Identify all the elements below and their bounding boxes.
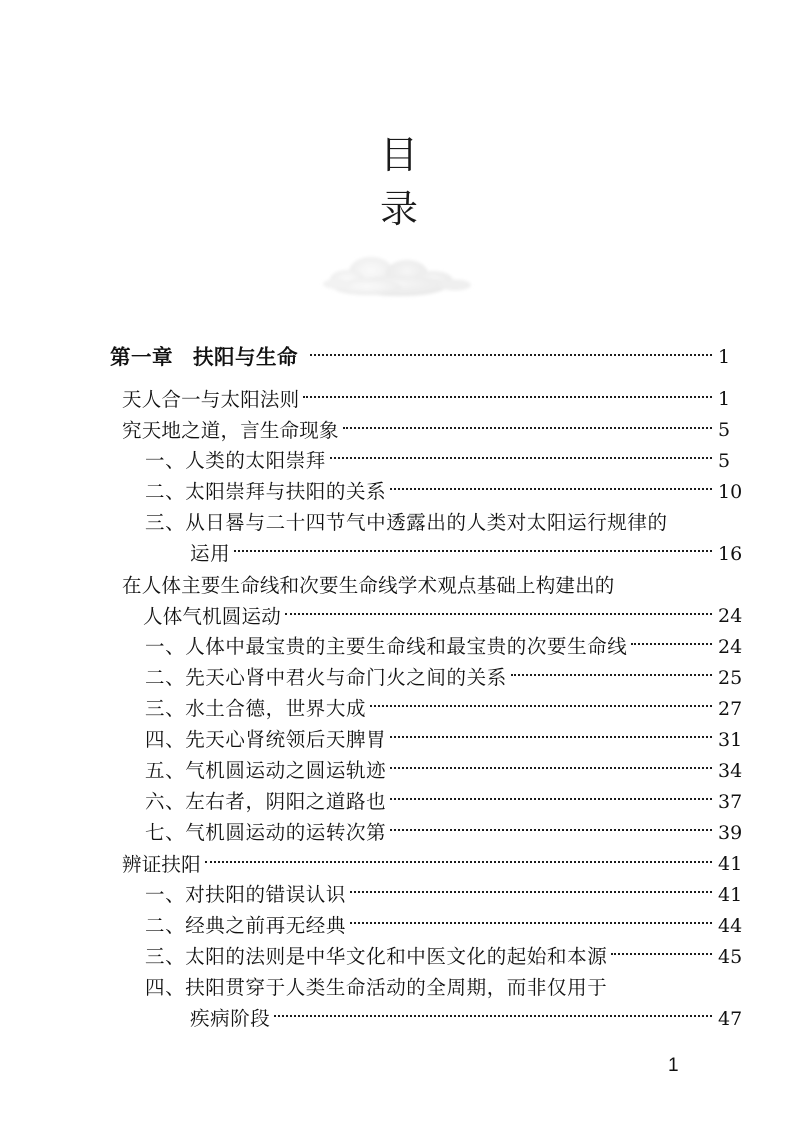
toc-section-label: 究天地之道，言生命现象 [122,419,339,442]
toc-page-number: 39 [718,822,743,844]
toc-item-label: 三、从日晷与二十四节气中透露出的人类对太阳运行规律的 [145,513,668,534]
dot-leader [310,344,712,365]
toc-item-label: 四、先天心肾统领后天脾胃 [145,730,387,751]
toc-section-label: 辨证扶阳 [122,853,201,876]
dot-leader [619,573,712,593]
spacer [0,374,800,384]
toc-entry-item[interactable] [0,942,800,973]
toc-title-block [0,128,800,308]
dot-leader [274,1006,712,1026]
toc-page-number: 1 [718,388,731,410]
toc-page-number: 24 [718,605,743,627]
toc-item-label-continued: 运用 [190,544,231,565]
dot-leader [350,913,712,933]
dot-leader [611,944,712,964]
dot-leader [205,852,712,872]
toc-entry-section[interactable] [0,415,800,446]
toc-item-label: 三、太阳的法则是中华文化和中医文化的起始和本源 [145,947,608,968]
toc-page-number: 1 [718,346,731,368]
toc-item-label-continued: 疾病阶段 [190,1009,271,1030]
dot-leader [234,541,712,561]
toc-entry-item[interactable] [0,818,800,849]
toc-item-label: 四、扶阳贯穿于人类生命活动的全周期，而非仅用于 [145,978,608,999]
toc-item-label: 二、经典之前再无经典 [145,916,347,937]
toc-page-number: 47 [718,1008,743,1030]
toc-entry-item[interactable] [0,911,800,942]
toc-entry-item[interactable] [0,756,800,787]
toc-item-label: 一、对扶阳的错误认识 [145,885,347,906]
toc-page-number: 41 [718,884,743,906]
toc-item-label: 七、气机圆运动的运转次第 [145,823,387,844]
toc-page-number: 37 [718,791,743,813]
toc-item-label: 三、水土合德，世界大成 [145,699,367,720]
toc-page-number: 16 [718,543,743,565]
dot-leader [511,665,712,685]
dot-leader [370,696,712,716]
dot-leader [390,789,712,809]
title-char-2: 录 [379,187,420,231]
toc-entry-item[interactable] [0,663,800,694]
toc-entry-section[interactable] [0,849,800,880]
toc-item-label: 五、气机圆运动之圆运轨迹 [145,761,387,782]
toc-entry-chapter[interactable] [0,340,800,374]
toc-entry-item[interactable] [0,880,800,911]
dot-leader [330,448,712,468]
dot-leader [611,975,712,995]
toc-entry-item[interactable] [0,787,800,818]
page-title [0,128,800,236]
toc-section-label: 天人合一与太阳法则 [122,388,300,411]
toc-page-number: 5 [718,450,731,472]
toc-entry-item[interactable] [0,973,800,1035]
dot-leader [390,820,712,840]
toc-entry-item[interactable] [0,725,800,756]
dot-leader [390,479,712,499]
dot-leader [350,882,712,902]
table-of-contents [0,340,800,1035]
toc-entry-section[interactable] [0,384,800,415]
toc-page-number: 31 [718,729,743,751]
dot-leader [303,387,712,407]
cloud-decoration [315,248,485,308]
toc-item-label: 一、人类的太阳崇拜 [145,451,326,472]
toc-entry-section[interactable] [0,570,800,632]
toc-entry-item[interactable] [0,446,800,477]
toc-page-number: 41 [718,853,743,875]
toc-page-number: 5 [718,419,731,441]
toc-entry-item[interactable] [0,477,800,508]
toc-page-number: 25 [718,667,743,689]
dot-leader [672,510,712,530]
page-folio: 1 [668,1055,679,1076]
toc-section-label: 在人体主要生命线和次要生命线学术观点基础上构建出的 [122,574,615,597]
toc-page-number: 44 [718,915,743,937]
toc-page-number: 34 [718,760,743,782]
toc-page-number: 10 [718,481,743,503]
dot-leader [390,727,712,747]
toc-chapter-label: 第一章 扶阳与生命 [110,345,298,369]
toc-entry-item[interactable] [0,508,800,570]
dot-leader [343,418,712,438]
title-char-1: 目 [379,133,420,177]
dot-leader [631,634,712,654]
toc-item-label: 一、人体中最宝贵的主要生命线和最宝贵的次要生命线 [145,637,628,658]
toc-item-label: 二、太阳崇拜与扶阳的关系 [145,482,387,503]
toc-entry-item[interactable] [0,632,800,663]
cloud-icon [315,248,485,308]
toc-section-label-continued: 人体气机圆运动 [143,605,281,628]
dot-leader [285,604,712,624]
toc-item-label: 六、左右者，阴阳之道路也 [145,792,387,813]
toc-entry-item[interactable] [0,694,800,725]
toc-page-number: 45 [718,946,743,968]
toc-page-number: 27 [718,698,743,720]
dot-leader [390,758,712,778]
toc-page-number: 24 [718,636,743,658]
toc-item-label: 二、先天心肾中君火与命门火之间的关系 [145,668,507,689]
